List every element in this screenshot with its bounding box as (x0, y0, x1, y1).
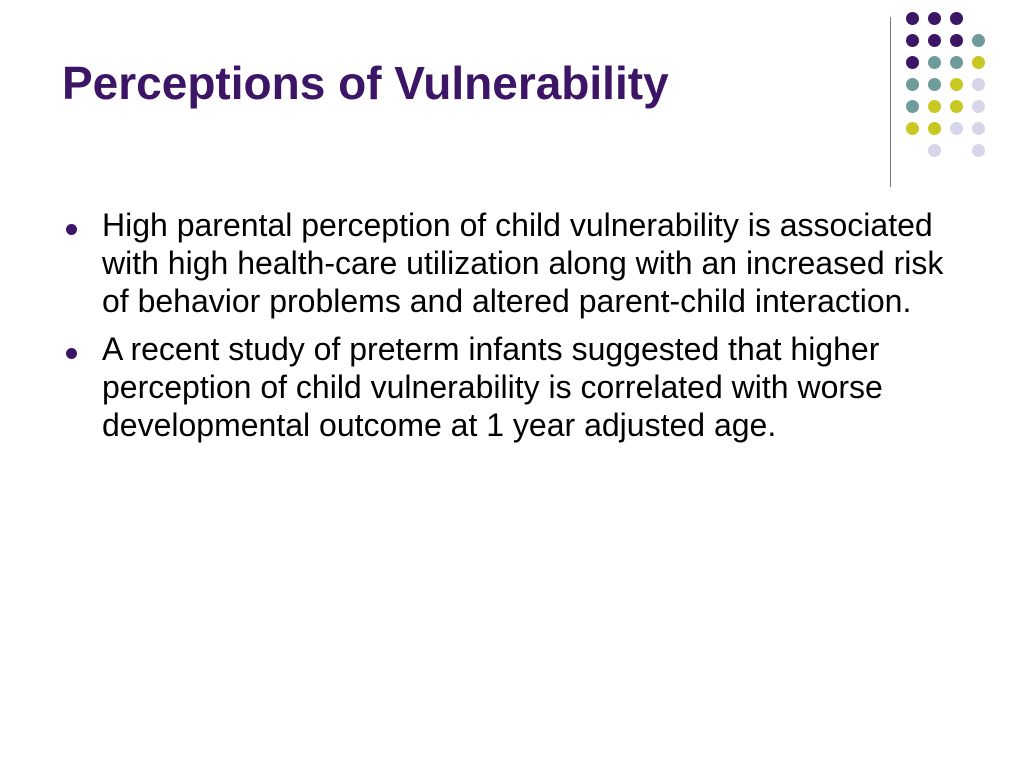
decorative-dot-purple (906, 12, 919, 25)
decorative-dot-lavender (972, 78, 985, 91)
decorative-dot-teal (906, 78, 919, 91)
slide-title: Perceptions of Vulnerability (62, 57, 669, 109)
decorative-dot-purple (928, 34, 941, 47)
decorative-dot-teal (906, 100, 919, 113)
decorative-dot-lavender (972, 100, 985, 113)
decorative-dot-olive (972, 56, 985, 69)
bullet-text: A recent study of preterm infants suggested that higher perception of child vulnerability is correlated with worse developmental outcome at 1 year adjusted age. (102, 331, 883, 443)
decorative-dot-lavender (972, 122, 985, 135)
decorative-dot-purple (928, 12, 941, 25)
bullet-item (64, 206, 964, 320)
decorative-dot-teal (950, 56, 963, 69)
bullet-list (64, 206, 964, 454)
decorative-dot-olive (950, 78, 963, 91)
decorative-dot-grid (906, 12, 996, 164)
decorative-dot-olive (950, 100, 963, 113)
decorative-dot-teal (928, 56, 941, 69)
decorative-dot-purple (906, 34, 919, 47)
decorative-dot-purple (950, 34, 963, 47)
decorative-dot-lavender (928, 144, 941, 157)
decorative-dot-olive (928, 122, 941, 135)
decorative-dot-olive (906, 122, 919, 135)
bullet-icon (66, 224, 77, 235)
decorative-dot-lavender (972, 144, 985, 157)
decorative-dot-purple (950, 12, 963, 25)
decorative-dot-teal (972, 34, 985, 47)
bullet-item (64, 330, 964, 444)
title-divider-line (890, 17, 891, 187)
bullet-text: High parental perception of child vulnerability is associated with high health-care utilization along with an increased risk of behavior problems and altered parent-child interaction. (102, 207, 944, 319)
decorative-dot-lavender (950, 122, 963, 135)
decorative-dot-teal (928, 78, 941, 91)
bullet-icon (66, 348, 77, 359)
decorative-dot-olive (928, 100, 941, 113)
decorative-dot-purple (906, 56, 919, 69)
